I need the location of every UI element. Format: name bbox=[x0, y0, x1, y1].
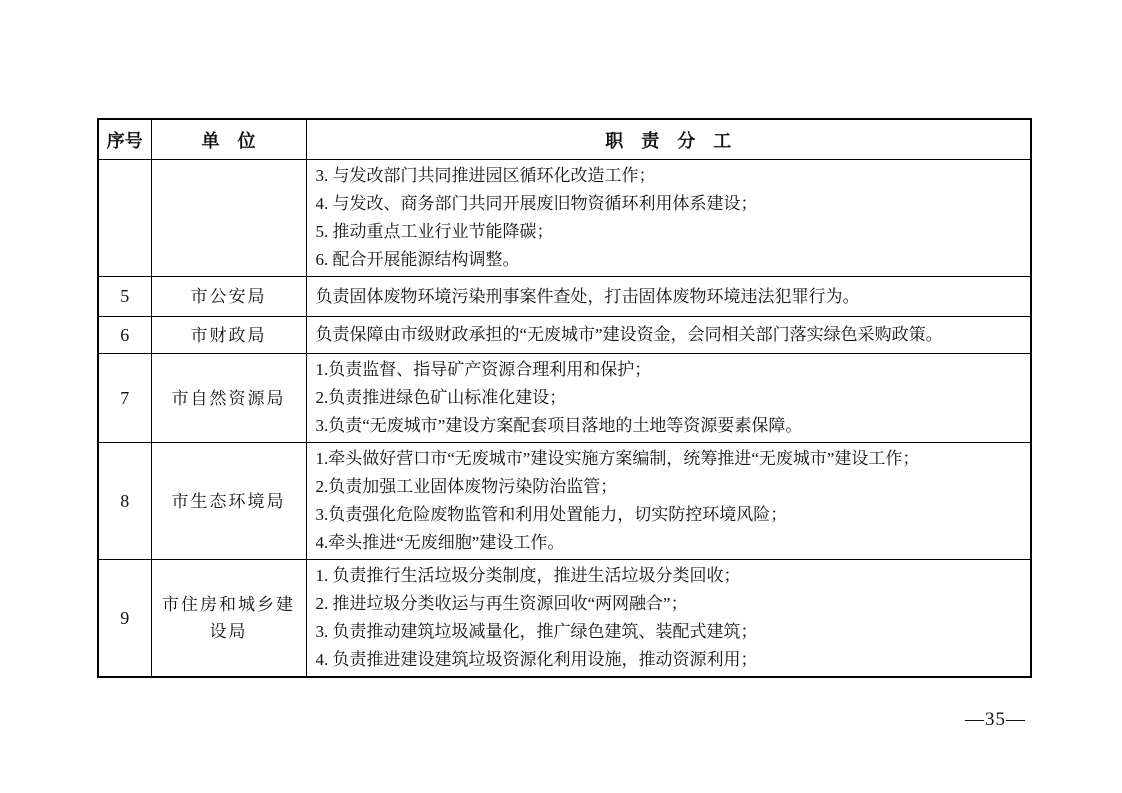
responsibilities-table bbox=[97, 118, 1032, 678]
duty-line: 4.牵头推进“无废细胞”建设工作。 bbox=[315, 533, 565, 552]
duty-line: 3.负责“无废城市”建设方案配套项目落地的土地等资源要素保障。 bbox=[315, 416, 803, 435]
duty-line: 6. 配合开展能源结构调整。 bbox=[315, 250, 520, 269]
page-number: —35— bbox=[965, 709, 1026, 730]
header-cell-duty: 职 责 分 工 bbox=[306, 119, 1031, 160]
table-row-9 bbox=[98, 560, 1031, 678]
duty-line: 1. 负责推行生活垃圾分类制度，推进生活垃圾分类回收； bbox=[315, 566, 741, 585]
cell-unit bbox=[151, 160, 306, 277]
duty-line: 4. 负责推进建设建筑垃圾资源化利用设施，推动资源利用； bbox=[315, 650, 758, 669]
cell-no: 9 bbox=[98, 560, 151, 678]
table-header-row bbox=[98, 119, 1031, 160]
table-row-5 bbox=[98, 277, 1031, 317]
cell-no: 8 bbox=[98, 443, 151, 560]
duty-line: 2. 推进垃圾分类收运与再生资源回收“两网融合”； bbox=[315, 594, 688, 613]
duty-line: 3. 与发改部门共同推进园区循环化改造工作； bbox=[315, 166, 656, 185]
cell-unit: 市财政局 bbox=[151, 317, 306, 354]
table-row-continuation bbox=[98, 160, 1031, 277]
table-row-8 bbox=[98, 443, 1031, 560]
cell-duty bbox=[306, 560, 1031, 678]
cell-unit: 市住房和城乡建设局 bbox=[151, 560, 306, 678]
duty-line: 2.负责推进绿色矿山标准化建设； bbox=[315, 388, 567, 407]
cell-duty bbox=[306, 160, 1031, 277]
duty-line: 1.负责监督、指导矿产资源合理利用和保护； bbox=[315, 360, 652, 379]
table-row-7 bbox=[98, 354, 1031, 443]
header-cell-no: 序号 bbox=[98, 119, 151, 160]
duty-line: 3. 负责推动建筑垃圾减量化，推广绿色建筑、装配式建筑； bbox=[315, 622, 758, 641]
cell-duty bbox=[306, 443, 1031, 560]
cell-unit: 市生态环境局 bbox=[151, 443, 306, 560]
duty-line: 2.负责加强工业固体废物污染防治监管； bbox=[315, 477, 618, 496]
cell-duty bbox=[306, 277, 1031, 317]
header-cell-unit: 单 位 bbox=[151, 119, 306, 160]
cell-no: 5 bbox=[98, 277, 151, 317]
cell-duty bbox=[306, 317, 1031, 354]
duty-line: 负责固体废物环境污染刑事案件查处，打击固体废物环境违法犯罪行为。 bbox=[315, 286, 860, 306]
duty-line: 负责保障由市级财政承担的“无废城市”建设资金，会同相关部门落实绿色采购政策。 bbox=[315, 325, 943, 344]
cell-no: 7 bbox=[98, 354, 151, 443]
duty-line: 3.负责强化危险废物监管和利用处置能力，切实防控环境风险； bbox=[315, 505, 788, 524]
duty-line: 4. 与发改、商务部门共同开展废旧物资循环利用体系建设； bbox=[315, 194, 758, 213]
cell-duty bbox=[306, 354, 1031, 443]
table-row-6 bbox=[98, 317, 1031, 354]
duty-line: 5. 推动重点工业行业节能降碳； bbox=[315, 222, 554, 241]
cell-no: 6 bbox=[98, 317, 151, 354]
cell-unit: 市公安局 bbox=[151, 277, 306, 317]
duty-line: 1.牵头做好营口市“无废城市”建设实施方案编制，统筹推进“无废城市”建设工作； bbox=[315, 449, 920, 468]
cell-unit: 市自然资源局 bbox=[151, 354, 306, 443]
cell-no bbox=[98, 160, 151, 277]
